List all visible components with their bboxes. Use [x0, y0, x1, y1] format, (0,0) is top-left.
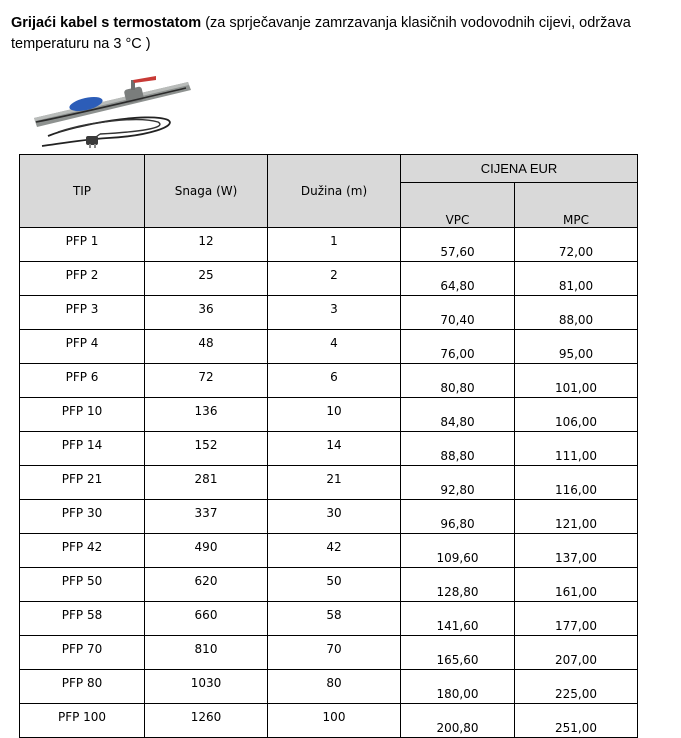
- cell-vpc: 141,60: [401, 602, 515, 636]
- cell-duzina: 50: [268, 568, 401, 602]
- cell-vpc: 92,80: [401, 466, 515, 500]
- cell-vpc: 128,80: [401, 568, 515, 602]
- cell-duzina: 14: [268, 432, 401, 466]
- cell-vpc: 165,60: [401, 636, 515, 670]
- cell-tip: PFP 50: [20, 568, 145, 602]
- cell-snaga: 48: [145, 330, 268, 364]
- cell-snaga: 620: [145, 568, 268, 602]
- cell-mpc: 81,00: [515, 262, 638, 296]
- cell-snaga: 1260: [145, 704, 268, 738]
- cell-vpc: 180,00: [401, 670, 515, 704]
- cell-snaga: 1030: [145, 670, 268, 704]
- table-row: [20, 568, 638, 602]
- cell-mpc: 106,00: [515, 398, 638, 432]
- cell-snaga: 281: [145, 466, 268, 500]
- heating-cable-pipe-image: [28, 74, 198, 150]
- cell-mpc: 111,00: [515, 432, 638, 466]
- cell-snaga: 152: [145, 432, 268, 466]
- cell-tip: PFP 100: [20, 704, 145, 738]
- cell-vpc: 76,00: [401, 330, 515, 364]
- table-row: [20, 670, 638, 704]
- cell-snaga: 25: [145, 262, 268, 296]
- cell-duzina: 30: [268, 500, 401, 534]
- cell-tip: PFP 1: [20, 228, 145, 262]
- cell-duzina: 100: [268, 704, 401, 738]
- product-description: (za sprječavanje zamrzavanja klasičnih vodovodnih cijevi, održava temperaturu na 3 °C ): [11, 15, 631, 52]
- cell-tip: PFP 58: [20, 602, 145, 636]
- header-tip: TIP: [20, 155, 145, 228]
- cell-mpc: 95,00: [515, 330, 638, 364]
- table-header-row: [20, 155, 638, 183]
- cell-mpc: 72,00: [515, 228, 638, 262]
- product-title: Grijaći kabel s termostatom: [11, 15, 202, 31]
- cell-snaga: 136: [145, 398, 268, 432]
- table-row: [20, 432, 638, 466]
- cell-duzina: 10: [268, 398, 401, 432]
- header-snaga: Snaga (W): [145, 155, 268, 228]
- cell-duzina: 2: [268, 262, 401, 296]
- header-duzina: Dužina (m): [268, 155, 401, 228]
- cell-vpc: 80,80: [401, 364, 515, 398]
- cell-mpc: 121,00: [515, 500, 638, 534]
- cell-duzina: 6: [268, 364, 401, 398]
- cell-snaga: 36: [145, 296, 268, 330]
- cell-snaga: 337: [145, 500, 268, 534]
- table-row: [20, 500, 638, 534]
- table-row: [20, 602, 638, 636]
- cell-snaga: 490: [145, 534, 268, 568]
- cell-duzina: 21: [268, 466, 401, 500]
- cell-tip: PFP 70: [20, 636, 145, 670]
- table-row: [20, 364, 638, 398]
- cell-tip: PFP 10: [20, 398, 145, 432]
- cell-vpc: 70,40: [401, 296, 515, 330]
- cell-mpc: 161,00: [515, 568, 638, 602]
- header-vpc: VPC: [401, 183, 515, 228]
- cell-mpc: 251,00: [515, 704, 638, 738]
- cell-tip: PFP 30: [20, 500, 145, 534]
- table-row: [20, 228, 638, 262]
- price-table: [19, 154, 638, 738]
- cell-vpc: 64,80: [401, 262, 515, 296]
- cell-vpc: 109,60: [401, 534, 515, 568]
- table-row: [20, 398, 638, 432]
- cell-duzina: 4: [268, 330, 401, 364]
- cell-mpc: 116,00: [515, 466, 638, 500]
- cell-tip: PFP 80: [20, 670, 145, 704]
- cell-vpc: 57,60: [401, 228, 515, 262]
- cell-mpc: 88,00: [515, 296, 638, 330]
- cell-tip: PFP 4: [20, 330, 145, 364]
- cell-tip: PFP 2: [20, 262, 145, 296]
- cell-mpc: 137,00: [515, 534, 638, 568]
- cell-vpc: 84,80: [401, 398, 515, 432]
- cell-snaga: 72: [145, 364, 268, 398]
- product-heading: [11, 13, 671, 55]
- table-row: [20, 704, 638, 738]
- cell-snaga: 660: [145, 602, 268, 636]
- cell-duzina: 70: [268, 636, 401, 670]
- header-mpc: MPC: [515, 183, 638, 228]
- table-row: [20, 534, 638, 568]
- cell-duzina: 3: [268, 296, 401, 330]
- table-row: [20, 636, 638, 670]
- table-row: [20, 466, 638, 500]
- cell-vpc: 96,80: [401, 500, 515, 534]
- header-cijena-eur: CIJENA EUR: [401, 155, 638, 183]
- cell-mpc: 225,00: [515, 670, 638, 704]
- cell-duzina: 58: [268, 602, 401, 636]
- cell-mpc: 177,00: [515, 602, 638, 636]
- cell-tip: PFP 42: [20, 534, 145, 568]
- cell-tip: PFP 14: [20, 432, 145, 466]
- table-row: [20, 296, 638, 330]
- cell-vpc: 200,80: [401, 704, 515, 738]
- cell-mpc: 101,00: [515, 364, 638, 398]
- cell-tip: PFP 3: [20, 296, 145, 330]
- cell-snaga: 12: [145, 228, 268, 262]
- cell-tip: PFP 21: [20, 466, 145, 500]
- cell-snaga: 810: [145, 636, 268, 670]
- cell-vpc: 88,80: [401, 432, 515, 466]
- cell-duzina: 42: [268, 534, 401, 568]
- cell-duzina: 80: [268, 670, 401, 704]
- table-row: [20, 330, 638, 364]
- cell-tip: PFP 6: [20, 364, 145, 398]
- cell-mpc: 207,00: [515, 636, 638, 670]
- table-row: [20, 262, 638, 296]
- cell-duzina: 1: [268, 228, 401, 262]
